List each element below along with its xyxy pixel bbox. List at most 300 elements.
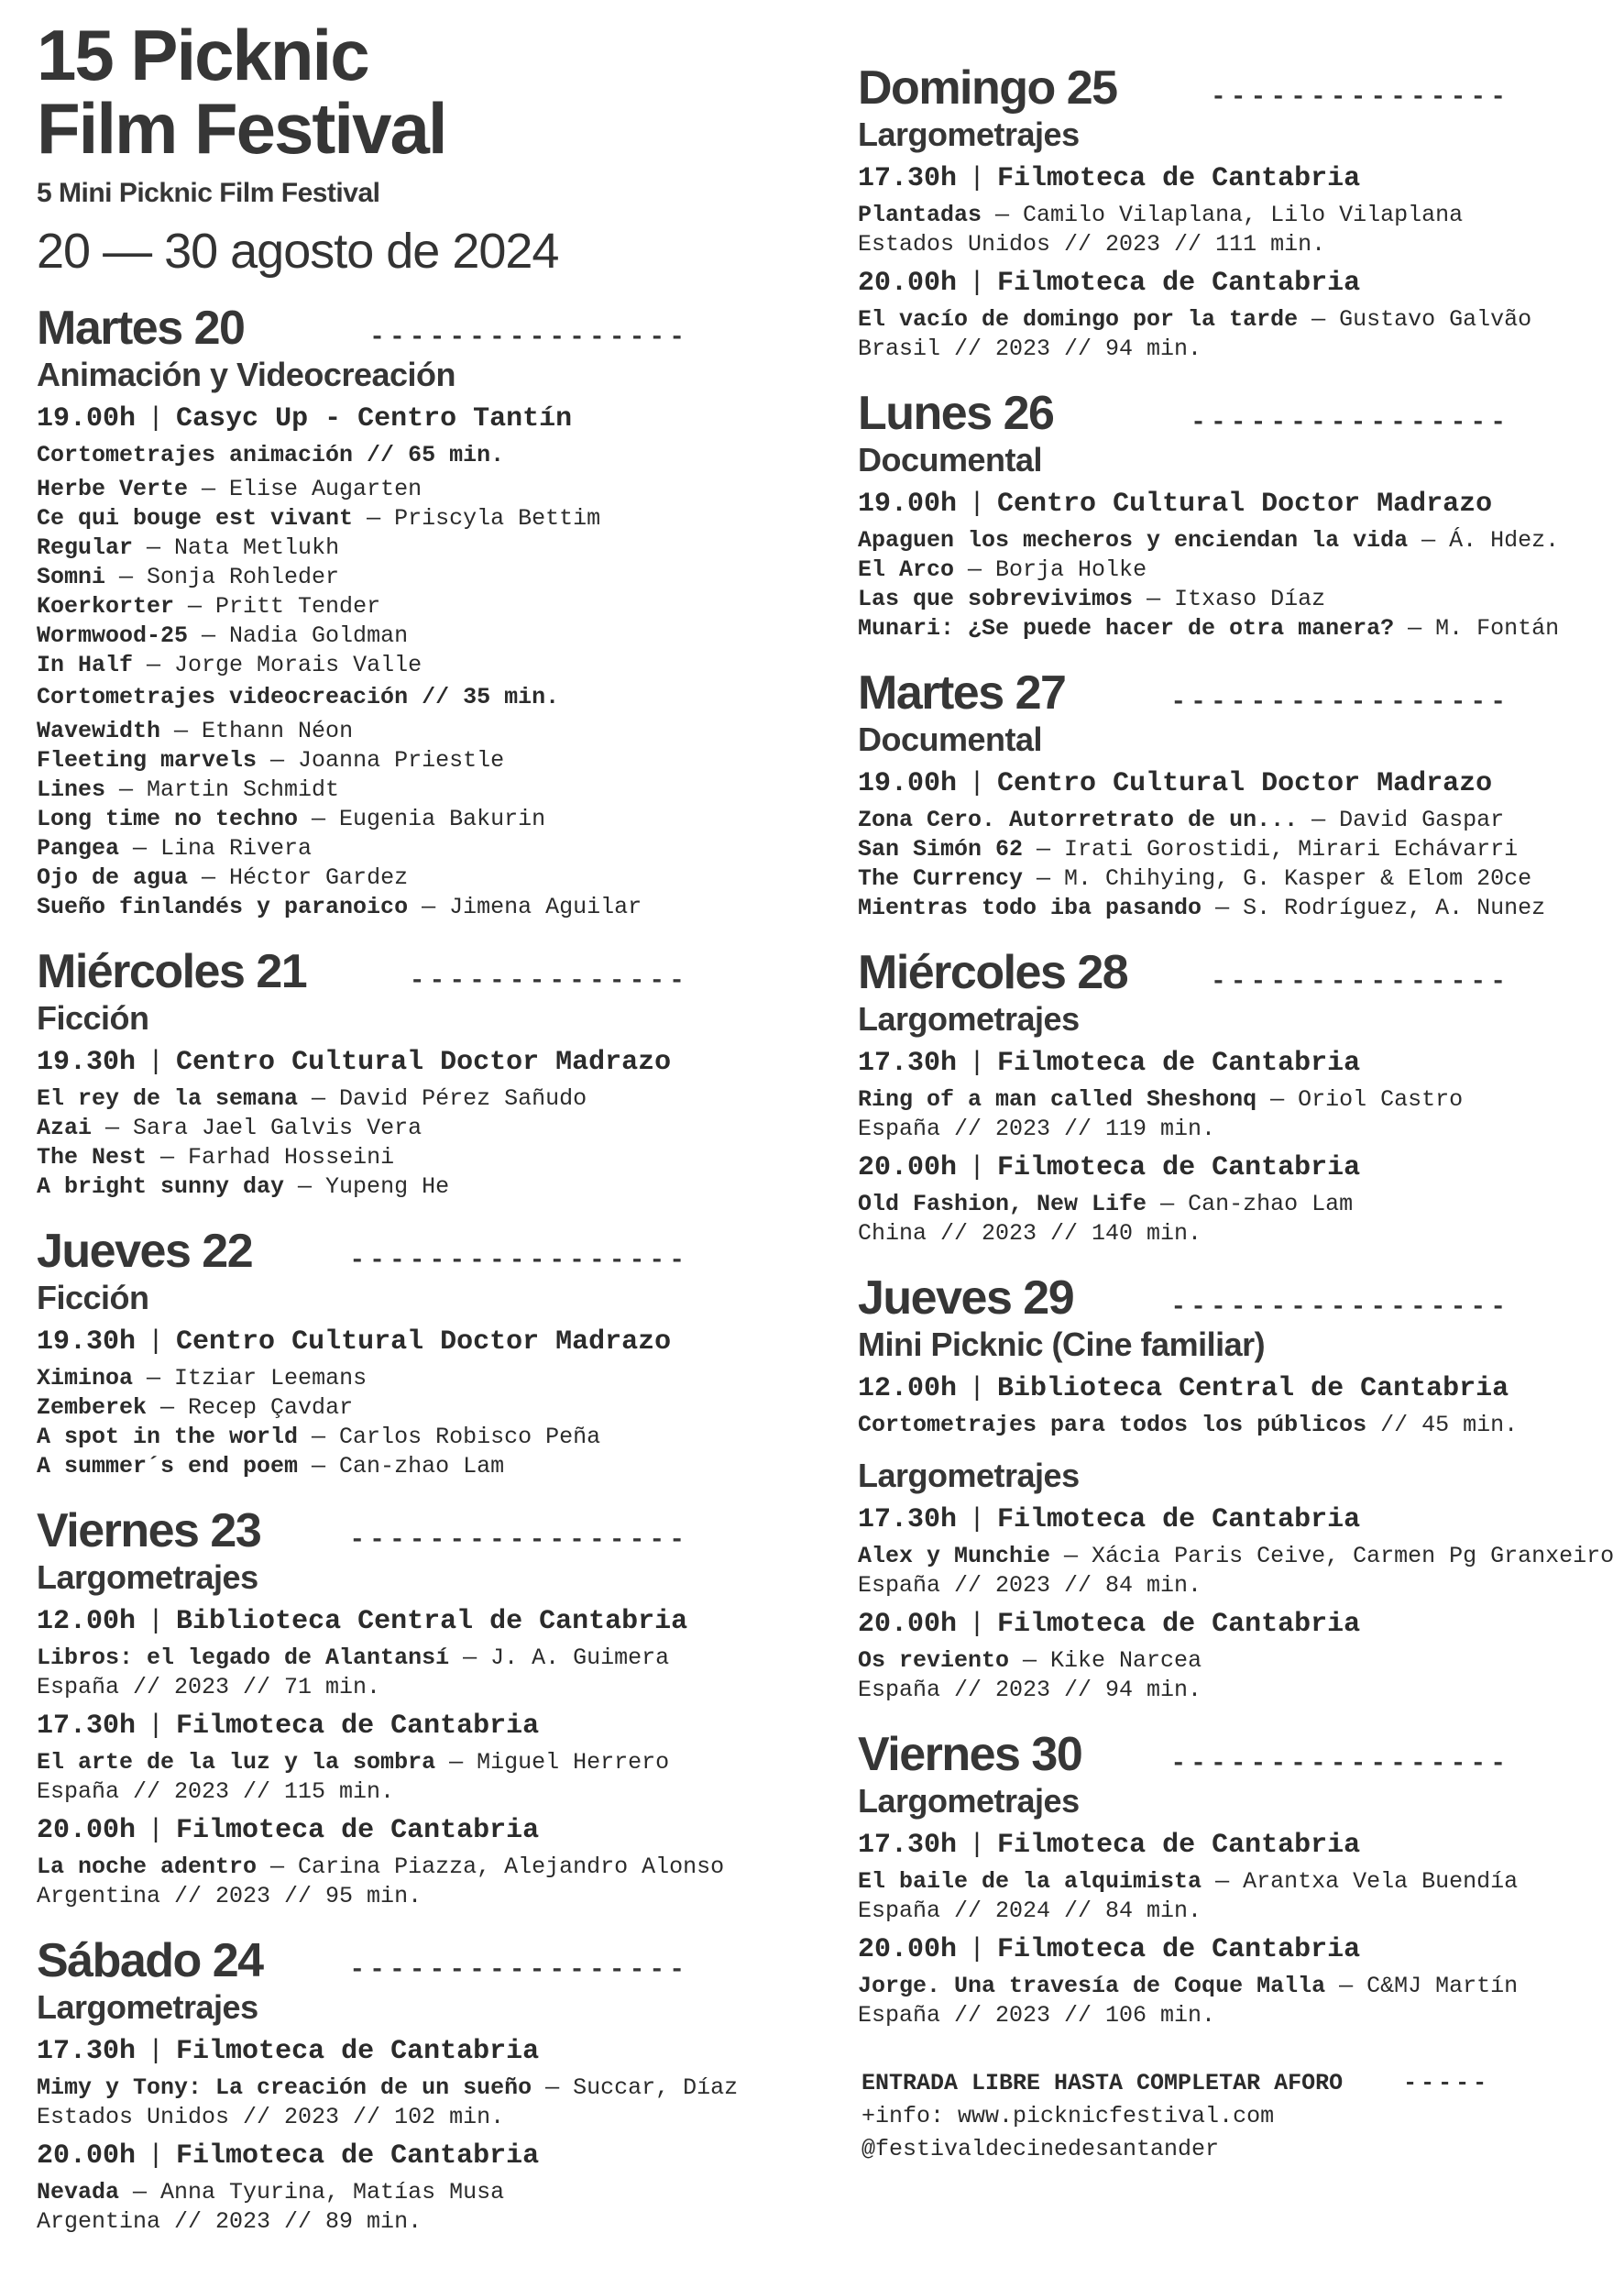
film-entry (37, 1143, 790, 1172)
screening-block (37, 2140, 790, 2237)
program-note (37, 683, 790, 712)
day-rule: ----------------- (1170, 1293, 1510, 1322)
film-credit: — Eugenia Bakurin (298, 806, 546, 832)
film-meta (37, 1882, 790, 1911)
film-entry (37, 475, 790, 504)
film-title: San Simón 62 (858, 836, 1024, 863)
film-credit: — Recep Çavdar (147, 1394, 354, 1421)
film-entry (858, 1867, 1591, 1897)
day-lunes-26 (858, 387, 1591, 644)
day-title: Viernes 30 (858, 1728, 1082, 1781)
film-meta (37, 1777, 790, 1807)
screening-time: 20.00h (858, 1152, 958, 1183)
screening-venue: Filmoteca de Cantabria (176, 2036, 540, 2067)
pipe-separator: | (969, 1152, 986, 1183)
film-credit: — David Pérez Sañudo (298, 1085, 587, 1112)
pipe-separator: | (969, 489, 986, 520)
day-viernes-23 (37, 1504, 790, 1911)
screening-block (858, 1933, 1591, 2030)
pipe-separator: | (148, 1606, 165, 1637)
day-header (858, 1728, 1510, 1781)
film-credit: — Sonja Rohleder (105, 564, 340, 590)
film-credit: — Martin Schmidt (105, 776, 340, 803)
film-credit: — M. Chihying, G. Kasper & Elom 20ce (1023, 865, 1532, 892)
film-title: Alex y Munchie (858, 1543, 1051, 1569)
film-title: Mientras todo iba pasando (858, 895, 1202, 921)
day-miercoles-28 (858, 946, 1591, 1248)
screening-block (858, 767, 1591, 923)
day-header (858, 946, 1510, 999)
pipe-separator: | (148, 1815, 165, 1846)
film-credit: — Priscyla Bettim (353, 505, 601, 532)
screening-venue: Filmoteca de Cantabria (997, 1048, 1361, 1079)
film-title: El baile de la alquimista (858, 1868, 1202, 1895)
day-rule: ----------------- (349, 1956, 689, 1985)
day-section (37, 1558, 790, 1911)
day-header (37, 1225, 689, 1278)
day-rule: ----------------- (349, 1526, 689, 1555)
screening-time: 20.00h (37, 1815, 137, 1846)
screening-time: 17.30h (37, 1710, 137, 1742)
pipe-separator: | (148, 2036, 165, 2067)
day-section (858, 1782, 1591, 2030)
category-title: Documental (858, 441, 1043, 478)
screening-time-venue (37, 1046, 790, 1079)
film-meta (37, 2103, 790, 2132)
festival-footer (858, 2067, 1591, 2166)
film-title: A spot in the world (37, 1424, 299, 1450)
screening-time: 19.30h (37, 1047, 137, 1078)
screening-venue: Centro Cultural Doctor Madrazo (176, 1047, 672, 1078)
film-entry (37, 1172, 790, 1202)
pipe-separator: | (969, 768, 986, 799)
day-header (858, 387, 1510, 440)
film-title: Os reviento (858, 1647, 1010, 1674)
screening-time: 12.00h (37, 1606, 137, 1637)
screening-block (858, 1372, 1591, 1440)
film-meta-text: España // 2024 // 84 min. (858, 1898, 1202, 1924)
category-title: Ficción (37, 1279, 149, 1316)
day-martes-20 (37, 304, 790, 922)
film-meta-text: Argentina // 2023 // 89 min. (37, 2208, 422, 2235)
film-credit: — Yupeng He (284, 1173, 450, 1200)
film-title: Regular (37, 534, 134, 561)
category-title: Largometrajes (37, 1558, 258, 1596)
day-section (858, 116, 1591, 364)
pipe-separator: | (148, 1710, 165, 1742)
category-title: Largometrajes (858, 1000, 1080, 1038)
film-entry (858, 305, 1591, 335)
film-title: Wormwood-25 (37, 622, 189, 649)
film-meta (858, 1897, 1591, 1926)
pipe-separator: | (969, 163, 986, 194)
day-section (858, 1000, 1591, 1248)
screening-block (37, 1710, 790, 1807)
film-title: Mimy y Tony: La creación de un sueño (37, 2074, 532, 2101)
film-entry (37, 504, 790, 534)
day-header (37, 1504, 689, 1557)
film-title: El arte de la luz y la sombra (37, 1749, 436, 1776)
pipe-separator: | (969, 268, 986, 299)
film-entry (858, 1085, 1591, 1115)
screening-venue: Filmoteca de Cantabria (997, 1934, 1361, 1965)
screening-venue: Filmoteca de Cantabria (997, 163, 1361, 194)
screening-venue: Casyc Up - Centro Tantín (176, 403, 573, 434)
screening-block (858, 1151, 1591, 1248)
film-credit: — Sara Jael Galvis Vera (92, 1115, 422, 1141)
film-title: Pangea (37, 835, 120, 862)
film-title: A bright sunny day (37, 1173, 285, 1200)
film-entry (858, 835, 1591, 864)
film-entry (37, 893, 790, 922)
film-entry (37, 1853, 790, 1882)
film-title: Ximinoa (37, 1365, 134, 1392)
film-title: Zemberek (37, 1394, 148, 1421)
film-title: Ring of a man called Sheshonq (858, 1086, 1257, 1113)
film-title: El vacío de domingo por la tarde (858, 306, 1299, 333)
film-credit: — Arantxa Vela Buendía (1202, 1868, 1519, 1895)
pipe-separator: | (969, 1504, 986, 1535)
film-credit: — Can-zhao Lam (1147, 1191, 1354, 1217)
screening-block (858, 488, 1591, 644)
screening-venue: Centro Cultural Doctor Madrazo (176, 1326, 672, 1358)
film-credit: — C&MJ Martín (1325, 1973, 1519, 1999)
film-entry (37, 1364, 790, 1393)
day-title: Martes 20 (37, 302, 245, 355)
screening-venue: Biblioteca Central de Cantabria (997, 1373, 1509, 1404)
film-entry (858, 1190, 1591, 1219)
film-title: Plantadas (858, 202, 982, 228)
film-credit: — Á. Hdez. (1408, 527, 1560, 554)
screening-block (37, 1814, 790, 1911)
footer-rule: ----- (1403, 2070, 1491, 2096)
day-title: Miércoles 21 (37, 945, 307, 998)
day-jueves-29 (858, 1271, 1615, 1705)
film-credit: — Anna Tyurina, Matías Musa (119, 2179, 505, 2206)
film-meta-text: Estados Unidos // 2023 // 102 min. (37, 2104, 505, 2130)
program-note (37, 441, 790, 470)
film-title: Lines (37, 776, 106, 803)
pipe-separator: | (148, 1326, 165, 1358)
day-section (858, 1457, 1615, 1705)
day-section (858, 1326, 1591, 1440)
film-credit: — S. Rodríguez, A. Nunez (1202, 895, 1546, 921)
screening-venue: Filmoteca de Cantabria (997, 1152, 1361, 1183)
film-entry (37, 592, 790, 622)
day-header (37, 945, 689, 998)
film-meta-text: Brasil // 2023 // 94 min. (858, 336, 1202, 362)
screening-time-venue (37, 1326, 790, 1358)
film-title: Ce qui bouge est vivant (37, 505, 354, 532)
day-header (858, 61, 1510, 115)
film-title: Munari: ¿Se puede hacer de otra manera? (858, 615, 1395, 642)
festival-subtitle: 5 Mini Picknic Film Festival (37, 178, 380, 208)
screening-time: 20.00h (37, 2140, 137, 2172)
pipe-separator: | (148, 1047, 165, 1078)
screening-time-venue (37, 1814, 790, 1847)
pipe-separator: | (969, 1609, 986, 1640)
film-entry (37, 864, 790, 893)
screening-venue: Biblioteca Central de Cantabria (176, 1606, 688, 1637)
film-entry (858, 526, 1591, 556)
film-entry (37, 746, 790, 776)
footer-entry-line (861, 2067, 1591, 2100)
screening-time: 12.00h (858, 1373, 958, 1404)
screening-block (37, 2035, 790, 2132)
film-entry (37, 717, 790, 746)
film-entry (858, 1646, 1591, 1676)
screening-block (37, 1326, 790, 1481)
day-rule: ----------------- (1170, 688, 1510, 717)
screening-block (858, 267, 1591, 364)
right-column (858, 18, 1615, 2288)
film-credit: — Xácia Paris Ceive, Carmen Pg Granxeiro (1050, 1543, 1615, 1569)
screening-block (858, 1829, 1591, 1926)
screening-time-venue (858, 767, 1591, 800)
day-domingo-25 (858, 61, 1591, 364)
film-title: Koerkorter (37, 593, 175, 620)
screening-time-venue (37, 402, 790, 435)
film-credit: — Jorge Morais Valle (133, 652, 422, 678)
program-note (858, 1411, 1591, 1440)
day-section (37, 999, 790, 1202)
screening-venue: Centro Cultural Doctor Madrazo (997, 768, 1493, 799)
film-title: La noche adentro (37, 1854, 258, 1880)
film-entry (37, 834, 790, 864)
day-title: Domingo 25 (858, 61, 1117, 115)
day-section (37, 356, 790, 922)
film-credit: — J. A. Guimera (449, 1644, 670, 1671)
film-meta-text: España // 2023 // 115 min. (37, 1778, 395, 1805)
screening-block (858, 162, 1591, 259)
footer-entry-note: ENTRADA LIBRE HASTA COMPLETAR AFORO (861, 2070, 1344, 2096)
film-title: Zona Cero. Autorretrato de un... (858, 807, 1299, 833)
screening-time-venue (858, 1829, 1591, 1862)
screening-venue: Filmoteca de Cantabria (997, 1609, 1361, 1640)
day-viernes-30 (858, 1728, 1591, 2030)
category-title: Largometrajes (37, 1988, 258, 2026)
screening-venue: Filmoteca de Cantabria (997, 268, 1361, 299)
film-meta-text: España // 2023 // 106 min. (858, 2002, 1216, 2029)
film-credit: — Nata Metlukh (133, 534, 340, 561)
film-entry (37, 1644, 790, 1673)
film-title: Nevada (37, 2179, 120, 2206)
film-meta (858, 1219, 1591, 1248)
film-title: Fleeting marvels (37, 747, 258, 774)
screening-time: 17.30h (858, 1048, 958, 1079)
day-rule: --------------- (1210, 83, 1510, 112)
film-credit: — Irati Gorostidi, Mirari Echávarri (1023, 836, 1519, 863)
category-title: Largometrajes (858, 116, 1080, 153)
film-meta-text: China // 2023 // 140 min. (858, 1220, 1202, 1247)
program-title: Cortometrajes para todos los públicos (858, 1412, 1367, 1438)
screening-venue: Filmoteca de Cantabria (176, 1710, 540, 1742)
film-entry (37, 622, 790, 651)
screening-block (858, 1503, 1615, 1600)
day-section (858, 441, 1591, 644)
day-title: Sábado 24 (37, 1934, 263, 1987)
film-credit: — Kike Narcea (1009, 1647, 1202, 1674)
category-title: Mini Picknic (Cine familiar) (858, 1326, 1266, 1363)
film-credit: — Oriol Castro (1256, 1086, 1464, 1113)
film-title: El rey de la semana (37, 1085, 299, 1112)
day-header (37, 1934, 689, 1987)
film-credit: — Héctor Gardez (188, 864, 409, 891)
film-title: El Arco (858, 556, 955, 583)
film-title: Las que sobrevivimos (858, 586, 1134, 612)
film-title: A summer´s end poem (37, 1453, 299, 1480)
film-credit: — Pritt Tender (174, 593, 381, 620)
film-title: In Half (37, 652, 134, 678)
film-entry (858, 585, 1591, 614)
day-martes-27 (858, 666, 1591, 923)
film-credit: — Miguel Herrero (435, 1749, 670, 1776)
film-credit: — David Gaspar (1298, 807, 1505, 833)
pipe-separator: | (148, 2140, 165, 2172)
day-title: Viernes 23 (37, 1504, 261, 1557)
day-jueves-22 (37, 1227, 790, 1481)
film-meta (858, 2001, 1591, 2030)
film-title: Long time no techno (37, 806, 299, 832)
film-credit: — Borja Holke (954, 556, 1147, 583)
film-meta-text: Argentina // 2023 // 95 min. (37, 1883, 422, 1909)
screening-time: 20.00h (858, 1934, 958, 1965)
film-entry (858, 1542, 1615, 1571)
film-entry (37, 2074, 790, 2103)
screening-time-venue (858, 1151, 1591, 1184)
film-credit: — Gustavo Galvão (1298, 306, 1532, 333)
day-rule: ---------------- (1191, 409, 1510, 437)
screening-block (858, 1608, 1591, 1705)
day-title: Lunes 26 (858, 387, 1054, 440)
pipe-separator: | (148, 403, 165, 434)
film-entry (37, 534, 790, 563)
film-entry (37, 1084, 790, 1114)
screening-block (37, 402, 790, 922)
screening-venue: Filmoteca de Cantabria (176, 1815, 540, 1846)
film-entry (37, 2178, 790, 2207)
day-title: Jueves 22 (37, 1225, 253, 1278)
film-entry (37, 1393, 790, 1423)
film-credit: — Carlos Robisco Peña (298, 1424, 601, 1450)
screening-time-venue (858, 1047, 1591, 1080)
screening-block (37, 1046, 790, 1202)
screening-venue: Centro Cultural Doctor Madrazo (997, 489, 1493, 520)
film-title: Sueño finlandés y paranoico (37, 894, 409, 920)
day-title: Martes 27 (858, 666, 1066, 720)
film-title: Apaguen los mecheros y enciendan la vida (858, 527, 1409, 554)
film-title: Wavewidth (37, 718, 161, 744)
film-entry (858, 556, 1591, 585)
film-entry (858, 894, 1591, 923)
film-meta (858, 335, 1591, 364)
film-entry (37, 1423, 790, 1452)
screening-time: 19.00h (858, 489, 958, 520)
festival-dates: 20 — 30 agosto de 2024 (37, 224, 559, 279)
screening-time-venue (858, 488, 1591, 521)
film-credit: — M. Fontán (1394, 615, 1560, 642)
film-credit: — Can-zhao Lam (298, 1453, 505, 1480)
film-meta-text: España // 2023 // 84 min. (858, 1572, 1202, 1599)
film-meta (37, 2207, 790, 2237)
film-entry (37, 1748, 790, 1777)
day-section (37, 1279, 790, 1481)
screening-time: 20.00h (858, 268, 958, 299)
film-credit: — Nadia Goldman (188, 622, 409, 649)
screening-time: 17.30h (858, 1504, 958, 1535)
screening-time-venue (858, 1608, 1591, 1641)
film-entry (858, 806, 1591, 835)
film-meta (37, 1673, 790, 1702)
screening-block (37, 1605, 790, 1702)
film-meta-text: Estados Unidos // 2023 // 111 min. (858, 231, 1326, 258)
category-title: Animación y Videocreación (37, 356, 455, 393)
screening-time: 17.30h (37, 2036, 137, 2067)
day-header (858, 1271, 1510, 1325)
film-entry (858, 201, 1591, 230)
film-title: The Currency (858, 865, 1024, 892)
film-entry (858, 864, 1591, 894)
pipe-separator: | (969, 1830, 986, 1861)
film-meta (858, 1115, 1591, 1144)
pipe-separator: | (969, 1934, 986, 1965)
film-credit: — Camilo Vilaplana, Lilo Vilaplana (982, 202, 1464, 228)
day-miercoles-21 (37, 945, 790, 1202)
film-entry (37, 1452, 790, 1481)
film-credit: — Jimena Aguilar (408, 894, 642, 920)
screening-venue: Filmoteca de Cantabria (997, 1504, 1361, 1535)
day-section (858, 720, 1591, 923)
film-entry (858, 1972, 1591, 2001)
day-rule: ----------------- (1170, 1750, 1510, 1778)
program-duration: // 45 min. (1366, 1412, 1519, 1438)
film-meta-text: España // 2023 // 71 min. (37, 1674, 381, 1700)
festival-title (37, 15, 790, 169)
day-rule: ----------------- (349, 1247, 689, 1275)
screening-venue: Filmoteca de Cantabria (997, 1830, 1361, 1861)
film-credit: — Farhad Hosseini (147, 1144, 395, 1171)
film-title: Azai (37, 1115, 93, 1141)
film-credit: — Succar, Díaz (532, 2074, 739, 2101)
film-credit: — Itxaso Díaz (1133, 586, 1326, 612)
screening-time: 19.00h (858, 768, 958, 799)
footer-social-handle: @festivaldecinedesantander (861, 2136, 1220, 2162)
category-title: Documental (858, 720, 1043, 758)
left-column (37, 15, 790, 2288)
screening-time: 19.30h (37, 1326, 137, 1358)
screening-time-venue (858, 162, 1591, 195)
film-credit: — Joanna Priestle (257, 747, 505, 774)
film-entry (858, 614, 1591, 644)
screening-time: 19.00h (37, 403, 137, 434)
screening-block (858, 1047, 1591, 1144)
screening-time-venue (858, 1933, 1591, 1966)
festival-title-line2: Film Festival (37, 88, 446, 169)
pipe-separator: | (969, 1373, 986, 1404)
film-title: Ojo de agua (37, 864, 189, 891)
day-rule: ---------------- (369, 324, 689, 352)
day-sabado-24 (37, 1934, 790, 2237)
film-title: Somni (37, 564, 106, 590)
screening-time: 17.30h (858, 163, 958, 194)
film-meta-text: España // 2023 // 119 min. (858, 1116, 1216, 1142)
screening-time: 20.00h (858, 1609, 958, 1640)
film-entry (37, 776, 790, 805)
pipe-separator: | (969, 1048, 986, 1079)
film-title: Libros: el legado de Alantansí (37, 1644, 450, 1671)
film-meta-text: España // 2023 // 94 min. (858, 1677, 1202, 1703)
film-credit: — Lina Rivera (119, 835, 313, 862)
